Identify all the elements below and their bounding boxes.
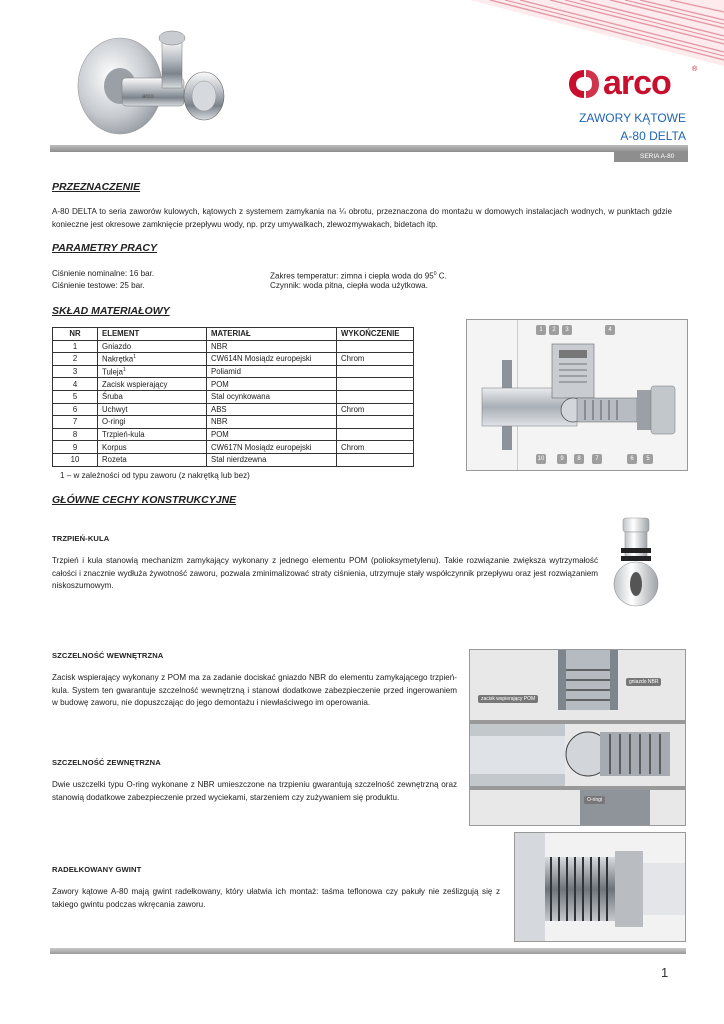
diagram-number: 3 [562,325,572,335]
col-element: ELEMENT [98,328,207,341]
cell-material: POM [207,428,337,441]
subsection-title-trzpien: TRZPIEŃ-KULA [52,534,110,543]
diagram-number: 2 [549,325,559,335]
cell-nr: 9 [53,441,98,454]
table-row [53,428,414,441]
param-left-1: Ciśnienie nominalne: 16 bar. [52,269,155,278]
cell-material: CW614N Mosiądz europejski [207,353,337,366]
przeznaczenie-text: A-80 DELTA to seria zaworów kulowych, kątowych z systemem zamykania na ¼ obrotu, przeznaczona do montażu w domowych instalacjach wodnych, w punktach gdzie konieczne jest okresowe zamknięcie przepływu wody, np. przy umywalkach, zlewozmywakach, bidetach itp. [52,207,672,229]
stem-ball-image [609,514,663,614]
cell-nr: 7 [53,416,98,429]
cell-element-text: Rozeta [102,455,127,465]
label-zacisk: zacisk wspierający POM [478,695,538,703]
label-oringi: O-ringi [584,796,605,804]
cell-wyk: Chrom [337,441,414,454]
cell-nr: 10 [53,453,98,466]
param-left-2: Ciśnienie testowe: 25 bar. [52,281,145,290]
param-right-2: Czynnik: woda pitna, ciepła woda użytkowa. [270,281,428,290]
header-subtitle-1: ZAWORY KĄTOWE [579,111,686,125]
cell-nr: 4 [53,378,98,391]
svg-text:arco: arco [142,94,154,100]
section-title-cechy: GŁÓWNE CECHY KONSTRUKCYJNE [52,494,237,506]
cell-material: Stal ocynkowana [207,390,337,403]
cell-element [98,365,207,378]
col-material: MATERIAŁ [207,328,337,341]
arco-logo-icon [566,67,602,101]
subsection-title-gwint: RADEŁKOWANY GWINT [52,865,142,874]
cell-material: NBR [207,416,337,429]
cell-nr: 8 [53,428,98,441]
cell-element [98,390,207,403]
materials-table-header [53,328,414,341]
cell-element [98,340,207,353]
wewn-text: Zacisk wspierający wykonany z POM ma za zadanie dociskać gniazdo NBR do elementu zamykającego trzpień-kula. System ten gwarantuje szczelność wewnętrzną i stanowi dodatkowe zabezpieczenie przed ingerowaniem w budowę zaworu, nie dopuszczając do jego demontażu i niewłaściwego im operowania. [52,673,457,708]
brand-text: arco [603,64,671,102]
diagram-number: 8 [574,454,584,464]
brand-name [603,63,671,103]
seals-drawing [470,650,685,825]
cell-element [98,428,207,441]
cell-element-sup: 1 [122,366,126,373]
section-title-przeznaczenie: PRZEZNACZENIE [52,181,141,193]
cell-wyk [337,390,414,403]
table-row [53,365,414,378]
cell-element-text: Korpus [102,442,127,452]
table-row [53,403,414,416]
cell-material: NBR [207,340,337,353]
cell-element [98,353,207,366]
zewn-text: Dwie uszczelki typu O-ring wykonane z NBR umieszczone na trzpieniu gwarantują szczelność zewnętrzną oraz stanowią dodatkowe zabezpieczenie przed wyciekami, starzeniem czy zużywaniem się produktu. [52,780,457,802]
cell-nr: 5 [53,390,98,403]
page-number: 1 [661,965,669,980]
cell-wyk [337,416,414,429]
cell-element [98,453,207,466]
cell-material: POM [207,378,337,391]
table-footnote: 1 – w zależności od typu zaworu (z nakrętką lub bez) [60,471,250,480]
cell-wyk: Chrom [337,353,414,366]
section-title-sklad: SKŁAD MATERIAŁOWY [52,305,170,317]
valve-product-image [70,18,240,142]
cell-element [98,403,207,416]
cell-wyk [337,365,414,378]
cell-element-text: Zacisk wspierający [102,379,168,389]
cell-wyk [337,453,414,466]
footer-rule [50,948,686,954]
cell-element-text: Śruba [102,392,123,402]
cell-element-sup: 1 [133,354,136,361]
table-row [53,340,414,353]
seals-diagram [469,649,686,826]
cell-wyk [337,428,414,441]
cross-section-drawing [467,320,687,470]
diagram-number: 4 [605,325,615,335]
table-row [53,416,414,429]
cell-nr: 3 [53,365,98,378]
cell-element-text: Nakrętka [102,354,134,364]
series-label: SERIA A-80 [640,153,675,160]
diagram-number: 1 [536,325,546,335]
cell-element-text: Gniazdo [102,341,132,351]
diagram-number: 6 [627,454,637,464]
diagram-number: 7 [592,454,602,464]
table-row [53,453,414,466]
cell-wyk [337,340,414,353]
header-rule [50,145,688,152]
cell-element [98,378,207,391]
cell-element-text: Uchwyt [102,404,128,414]
table-row [53,353,414,366]
subsection-title-wewn: SZCZELNOŚĆ WEWNĘTRZNA [52,651,164,660]
diagram-number: 10 [537,456,545,462]
cell-element-text: Tuleja [102,367,123,377]
cell-material: Poliamid [207,365,337,378]
thread-drawing [515,833,685,941]
diagram-number: 5 [643,454,653,464]
table-row [53,378,414,391]
gwint-text: Zawory kątowe A-80 mają gwint radełkowany, który ułatwia ich montaż: taśma teflonowa czy pakuły nie ześlizgują się z takiego gwintu podczas wkręcania zaworu. [52,887,500,909]
cell-nr: 6 [53,403,98,416]
header-subtitle-2: A-80 DELTA [620,129,686,143]
materials-table [52,327,414,467]
cell-material: ABS [207,403,337,416]
cell-element-text: Trzpień-kula [102,430,145,440]
table-row [53,441,414,454]
registered-mark: ® [692,66,698,73]
cell-element [98,416,207,429]
label-gniazdo: gniazdo NBR [626,678,661,686]
cell-material: CW617N Mosiądz europejski [207,441,337,454]
cross-section-diagram [466,319,688,471]
cell-wyk [337,378,414,391]
thread-image [514,832,686,942]
param-right-1-post: C. [436,271,447,281]
cell-nr: 1 [53,340,98,353]
cell-element [98,441,207,454]
table-row [53,390,414,403]
cell-wyk: Chrom [337,403,414,416]
cell-nr: 2 [53,353,98,366]
col-nr: NR [53,328,98,341]
param-right-1-pre: Zakres temperatur: zimna i ciepła woda do 95 [270,271,434,281]
section-title-parametry: PARAMETRY PRACY [52,242,158,254]
param-right-1-sup: 0 [433,271,437,277]
trzpien-text: Trzpień i kula stanowią mechanizm zamykający wykonany z jednego elementu POM (polioksymetylenu). Takie rozwiązanie zwiększa wytrzymałość całości i znacznie wydłuża żywotność zaworu, pozwala zminimalizować straty ciśnienia, utrzymuje stały współczynnik przepływu oraz jest rozwiązaniem niskoszumowym. [52,556,598,591]
subsection-title-zewn: SZCZELNOŚĆ ZEWNĘTRZNA [52,758,161,767]
col-wyk: WYKOŃCZENIE [337,328,414,341]
header-stripes [430,0,724,70]
cell-element-text: O-ringi [102,417,126,427]
diagram-number: 9 [557,454,567,464]
cell-material: Stal nierdzewna [207,453,337,466]
